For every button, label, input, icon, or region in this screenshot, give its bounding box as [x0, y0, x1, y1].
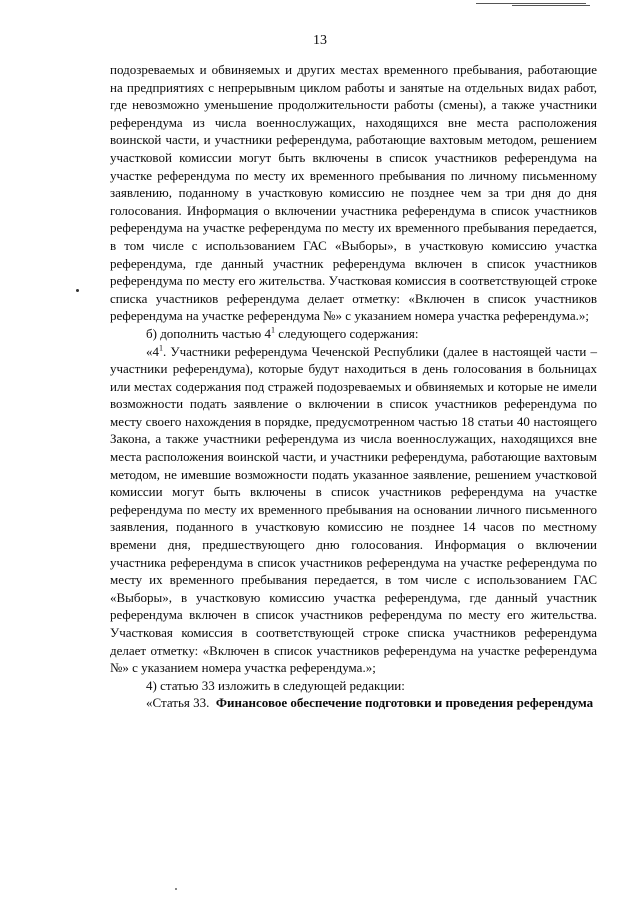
- part-4-1-prefix: «4: [146, 343, 159, 359]
- part-4-1-superscript: 1: [159, 343, 163, 353]
- part-4-1: [110, 343, 597, 677]
- margin-mark: [76, 289, 79, 292]
- page-number: 13: [313, 33, 327, 48]
- item-b-superscript: 1: [271, 325, 276, 335]
- header-rule-2: [512, 5, 590, 6]
- article-title: Финансовое обеспечение подготовки и проведения референдума: [215, 695, 594, 711]
- document-body: [110, 61, 597, 712]
- article-heading: [110, 694, 597, 712]
- item-4: 4) статью 33 изложить в следующей редакции:: [146, 677, 405, 693]
- scan-speck: [175, 888, 177, 890]
- item-b: [110, 325, 597, 343]
- article-label: «Статья 33.: [146, 695, 216, 711]
- item-b-prefix: б) дополнить частью 4: [146, 325, 272, 341]
- header-rule: [476, 3, 586, 4]
- item-b-suffix: следующего содержания:: [275, 325, 419, 341]
- part-4-1-text: . Участники референдума Чеченской Республики (далее в настоящей части – участники референдума), которые будут находиться в день голосования в больницах или местах содержания под стражей подозреваемых и обвиняемых и которые не имели возможности подать заявление о включении в список участников референдума по месту своего нахождения в порядке, предусмотренном частью 18 статьи 40 настоящего Закона, а также участники референдума из числа военнослужащих, находящихся вне места расположения воинской части, и участники референдума, работающие вахтовым методом, не имевшие возможности подать указанное заявление, решением участковой комиссии могут быть включены в список участников референдума на участке референдума по месту их временного пребывания на основании личного письменного заявления, поданного в участковую комиссию не позднее 14 часов по местному времени дня, предшествующего дню голосования. Информация о включении участника референдума в список участников референдума на участке референдума по месту их временного пребывания передается, в том числе с использованием ГАС «Выборы», в участковую комиссию участка референдума, где данный участник референдума включен в список участников референдума по месту его жительства. Участковая комиссия в соответствующей строке списка участников референдума делает отметку: «Включен в список участников референдума на участке референдума №» с указанием номера участка референдума.»;: [110, 343, 597, 676]
- paragraph-continuation: подозреваемых и обвиняемых и других местах временного пребывания, работающие на предприятиях с непрерывным циклом работы и занятые на отдельных видах работ, где невозможно уменьшение продолжительности работы (смены), а также участники референдума из числа военнослужащих, находящихся вне места расположения воинской части, и участники референдума, работающие вахтовым методом, решением участковой комиссии могут быть включены в список участников референдума на участке референдума по месту их временного пребывания по личному письменному заявлению, поданному в участковую комиссию не позднее чем за три дня до дня голосования. Информация о включении участника референдума в список участников референдума на участке референдума по месту их временного пребывания передается, в том числе с использованием ГАС «Выборы», в участковую комиссию участка референдума, где данный участник референдума включен в список участников референдума по месту его жительства. Участковая комиссия в соответствующей строке списка участников референдума делает отметку: «Включен в список участников референдума на участке референдума №» с указанием номера участка референдума.»;: [110, 62, 597, 324]
